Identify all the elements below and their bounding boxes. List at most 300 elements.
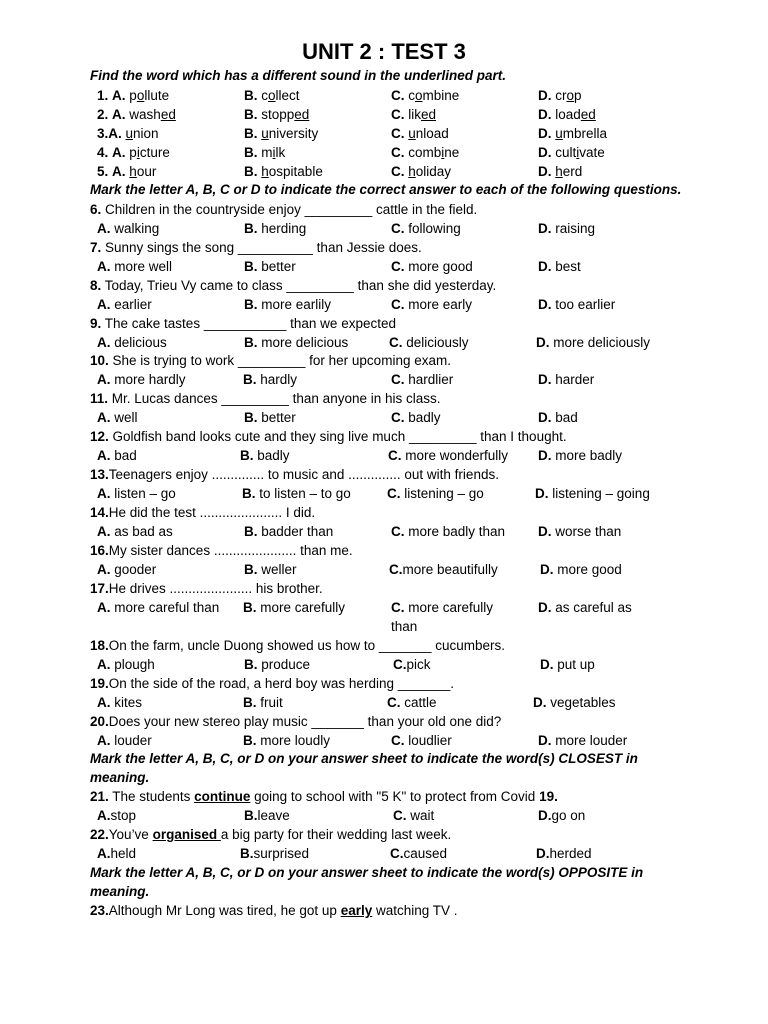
question-text: On the side of the road, a herd boy was herding _______. xyxy=(108,676,455,691)
option-c[interactable] xyxy=(391,219,461,238)
option-b[interactable] xyxy=(244,522,333,541)
option-letter: D. xyxy=(538,107,552,122)
question-text: going to school with "5 K" to protect from Covid xyxy=(250,789,540,804)
question-text: watching TV . xyxy=(372,903,458,918)
options-row xyxy=(0,655,768,674)
question-9 xyxy=(90,314,396,333)
option-a[interactable] xyxy=(97,370,186,389)
question-text: Although Mr Long was tired, he got up xyxy=(108,903,341,918)
option-c[interactable] xyxy=(389,333,469,352)
option-d[interactable] xyxy=(538,143,605,162)
option-text: badly xyxy=(404,410,441,425)
option-text: cr xyxy=(555,88,567,103)
option-a[interactable] xyxy=(97,731,152,750)
question-text: a big party for their wedding last week. xyxy=(220,827,452,842)
underlined-part: o xyxy=(415,88,423,103)
underlined-part: h xyxy=(129,164,137,179)
option-text: hardlier xyxy=(404,372,454,387)
option-a[interactable] xyxy=(97,257,172,276)
option-letter: D. xyxy=(538,733,552,748)
options-row xyxy=(0,295,768,314)
option-text: weller xyxy=(257,562,297,577)
option-letter: C. xyxy=(391,88,405,103)
option-d[interactable] xyxy=(540,655,595,674)
option-text: our xyxy=(136,164,157,179)
option-letter: D. xyxy=(540,562,554,577)
question-number: 8. xyxy=(90,278,102,293)
option-text: more carefully than xyxy=(391,600,494,634)
question-text: He did the test ...................... I did. xyxy=(108,505,316,520)
question-number: 6. xyxy=(90,202,102,217)
question-17 xyxy=(90,579,323,598)
underlined-part: u xyxy=(408,126,416,141)
question-text: On the farm, uncle Duong showed us how to _______ cucumbers. xyxy=(108,638,506,653)
option-text: more deliciously xyxy=(549,335,651,350)
question-8 xyxy=(90,276,496,295)
option-letter: A. xyxy=(97,657,111,672)
question-23 xyxy=(90,901,458,920)
options-row xyxy=(0,693,768,712)
question-text: Does your new stereo play music _______ than your old one did? xyxy=(108,714,502,729)
question-row xyxy=(0,143,768,162)
question-13 xyxy=(90,465,499,484)
option-letter: B. xyxy=(243,695,257,710)
option-text: cture xyxy=(139,145,170,160)
option-text: llect xyxy=(275,88,300,103)
question-16 xyxy=(90,541,353,560)
option-c[interactable] xyxy=(388,446,508,465)
options-row xyxy=(0,844,768,863)
option-text: listening – go xyxy=(400,486,484,501)
options-row xyxy=(0,408,768,427)
underlined-part: h xyxy=(555,164,563,179)
option-text: fruit xyxy=(256,695,283,710)
question-row xyxy=(0,124,768,143)
options-row xyxy=(0,257,768,276)
option-letter: B. xyxy=(240,448,254,463)
question-text: Mr. Lucas dances _________ than anyone in his class. xyxy=(108,391,441,406)
option-letter: C. xyxy=(391,145,405,160)
option-text: vegetables xyxy=(546,695,616,710)
option-d[interactable] xyxy=(538,105,596,124)
option-a[interactable] xyxy=(97,295,152,314)
question-number: 12. xyxy=(90,429,109,444)
option-text: p xyxy=(129,145,137,160)
option-a[interactable] xyxy=(97,162,156,181)
option-d[interactable] xyxy=(538,446,622,465)
option-d[interactable] xyxy=(538,257,581,276)
option-letter: B. xyxy=(244,297,258,312)
option-text: comb xyxy=(408,145,442,160)
option-b[interactable] xyxy=(244,295,331,314)
option-text: bad xyxy=(110,448,137,463)
option-text: more carefully xyxy=(256,600,346,615)
options-row xyxy=(0,560,768,579)
option-a[interactable]: A.stop xyxy=(97,808,137,823)
option-text: more beautifully xyxy=(402,562,498,577)
option-text: more well xyxy=(110,259,173,274)
option-letter: A. xyxy=(97,221,111,236)
option-text: mbine xyxy=(422,88,460,103)
option-c[interactable] xyxy=(391,143,459,162)
question-text: He drives ...................... his brother. xyxy=(108,581,323,596)
question-number: 4. xyxy=(97,145,109,160)
question-number: 22. xyxy=(90,827,109,842)
option-a[interactable] xyxy=(97,219,159,238)
option-a[interactable] xyxy=(97,408,138,427)
question-11 xyxy=(90,389,441,408)
page-title: UNIT 2 : TEST 3 xyxy=(302,39,466,64)
option-text: more careful than xyxy=(110,600,220,615)
option-b[interactable] xyxy=(240,446,290,465)
question-text: My sister dances ...................... than me. xyxy=(108,543,353,558)
question-21 xyxy=(90,787,558,806)
option-text: harder xyxy=(551,372,595,387)
question-row xyxy=(0,105,768,124)
option-letter: B. xyxy=(244,524,258,539)
question-18 xyxy=(90,636,505,655)
option-letter: B. xyxy=(244,107,258,122)
option-c[interactable] xyxy=(391,295,472,314)
option-c[interactable] xyxy=(391,124,449,143)
option-text: more louder xyxy=(551,733,628,748)
option-text: vate xyxy=(579,145,605,160)
option-d[interactable] xyxy=(538,522,621,541)
section3-instruction-line1: Mark the letter A, B, C, or D on your answer sheet to indicate the word(s) CLOSEST in xyxy=(90,751,638,766)
option-text: hardly xyxy=(256,372,298,387)
question-text: She is trying to work _________ for her upcoming exam. xyxy=(108,353,451,368)
option-c[interactable] xyxy=(389,560,498,579)
option-letter: A. xyxy=(97,448,111,463)
option-text: as bad as xyxy=(110,524,173,539)
option-text: pick xyxy=(406,657,431,672)
options-row xyxy=(0,806,768,825)
option-d[interactable] xyxy=(540,560,622,579)
option-text: gooder xyxy=(110,562,157,577)
question-10 xyxy=(90,351,451,370)
option-letter: A. xyxy=(108,126,122,141)
option-text: kites xyxy=(110,695,143,710)
option-text: louder xyxy=(110,733,152,748)
underlined-part: h xyxy=(408,164,416,179)
option-letter: D. xyxy=(533,695,547,710)
section4-instruction-line1: Mark the letter A, B, C, or D on your answer sheet to indicate the word(s) OPPOSITE in xyxy=(90,865,644,880)
option-letter: D. xyxy=(535,486,549,501)
option-a[interactable] xyxy=(97,522,173,541)
option-letter: D. xyxy=(538,164,552,179)
underlined-part: o xyxy=(268,88,276,103)
question-row xyxy=(0,86,768,105)
keyword: organised xyxy=(152,827,221,842)
option-b[interactable] xyxy=(244,219,306,238)
underlined-part: h xyxy=(261,164,269,179)
options-row xyxy=(0,598,768,634)
question-text: You’ve xyxy=(108,827,153,842)
question-number: 10. xyxy=(90,353,109,368)
option-text: earlier xyxy=(110,297,152,312)
option-letter: C. xyxy=(391,524,405,539)
option-a[interactable] xyxy=(97,124,159,143)
question-7 xyxy=(90,238,422,257)
option-letter: C. xyxy=(388,448,402,463)
option-text: raising xyxy=(551,221,596,236)
question-text: 19. xyxy=(539,789,558,804)
option-d[interactable] xyxy=(533,693,616,712)
option-letter: A. xyxy=(97,600,111,615)
question-number: 14. xyxy=(90,505,109,520)
option-letter: B. xyxy=(244,657,258,672)
option-c[interactable] xyxy=(391,105,436,124)
option-text: herding xyxy=(257,221,307,236)
question-number: 23. xyxy=(90,903,109,918)
option-text: more badly than xyxy=(404,524,506,539)
question-text: Children in the countryside enjoy _________ cattle in the field. xyxy=(101,202,478,217)
option-b[interactable] xyxy=(244,143,285,162)
option-c[interactable] xyxy=(391,162,451,181)
option-letter: A. xyxy=(97,562,111,577)
option-b[interactable] xyxy=(244,655,310,674)
option-text: c xyxy=(261,88,269,103)
option-letter: D. xyxy=(538,448,552,463)
question-text: Today, Trieu Vy came to class _________ than she did yesterday. xyxy=(101,278,497,293)
question-text: The students xyxy=(108,789,195,804)
option-a[interactable] xyxy=(97,693,142,712)
option-c[interactable]: C. wait xyxy=(393,808,435,823)
option-c[interactable] xyxy=(391,370,453,389)
option-c[interactable] xyxy=(393,655,431,674)
keyword: continue xyxy=(194,789,251,804)
question-number: 2. xyxy=(97,107,109,122)
option-text: m xyxy=(261,145,273,160)
option-b[interactable] xyxy=(244,333,348,352)
options-row xyxy=(0,370,768,389)
question-number: 7. xyxy=(90,240,102,255)
option-c[interactable] xyxy=(387,484,484,503)
option-letter: D. xyxy=(538,600,552,615)
option-letter: A. xyxy=(97,335,111,350)
underlined-part: i xyxy=(136,145,140,160)
options-row xyxy=(0,446,768,465)
option-text: more wonderfully xyxy=(401,448,509,463)
option-letter: C. xyxy=(391,221,405,236)
option-text: load xyxy=(555,107,581,122)
option-letter: B. xyxy=(243,733,257,748)
section4-instruction-line2: meaning. xyxy=(90,884,150,899)
option-a[interactable] xyxy=(97,598,219,617)
option-c[interactable] xyxy=(387,693,437,712)
option-text: delicious xyxy=(110,335,167,350)
option-b[interactable] xyxy=(243,598,345,617)
option-letter: A. xyxy=(112,164,126,179)
option-letter: B. xyxy=(244,410,258,425)
option-c[interactable]: C.caused xyxy=(390,846,448,861)
option-letter: D. xyxy=(536,335,550,350)
question-19 xyxy=(90,674,454,693)
option-letter: A. xyxy=(112,88,126,103)
option-letter: A. xyxy=(97,410,111,425)
option-a[interactable] xyxy=(97,105,176,124)
question-row xyxy=(0,162,768,181)
option-letter: C. xyxy=(391,297,405,312)
option-letter: C. xyxy=(391,259,405,274)
option-letter: D. xyxy=(538,259,552,274)
option-letter: C. xyxy=(391,733,405,748)
option-d[interactable] xyxy=(538,408,578,427)
option-text: lik xyxy=(408,107,422,122)
option-letter: D. xyxy=(538,221,552,236)
option-text: better xyxy=(257,259,296,274)
section2-instruction: Mark the letter A, B, C or D to indicate the correct answer to each of the following questions. xyxy=(90,182,682,197)
option-d[interactable] xyxy=(538,598,632,617)
option-letter: C. xyxy=(387,695,401,710)
option-text: listening – going xyxy=(548,486,650,501)
option-c[interactable] xyxy=(391,257,473,276)
underlined-part: i xyxy=(272,145,276,160)
question-20 xyxy=(90,712,501,731)
question-number: 11. xyxy=(90,391,109,406)
option-text: lk xyxy=(275,145,286,160)
option-text: produce xyxy=(257,657,311,672)
option-d[interactable] xyxy=(538,86,582,105)
option-letter: D. xyxy=(538,88,552,103)
underlined-part: ed xyxy=(580,107,596,122)
option-d[interactable] xyxy=(536,333,650,352)
option-text: niversity xyxy=(268,126,319,141)
option-b[interactable] xyxy=(243,731,330,750)
option-d[interactable] xyxy=(538,295,615,314)
option-letter: A. xyxy=(112,107,126,122)
option-letter: B. xyxy=(244,164,258,179)
option-text: more hardly xyxy=(110,372,186,387)
option-d[interactable] xyxy=(538,219,595,238)
option-a[interactable] xyxy=(97,484,176,503)
option-d[interactable] xyxy=(538,731,627,750)
option-a[interactable] xyxy=(97,86,169,105)
option-a[interactable] xyxy=(97,143,170,162)
option-text: to listen – to go xyxy=(255,486,351,501)
option-d[interactable]: D.go on xyxy=(538,808,586,823)
option-text: more early xyxy=(404,297,473,312)
option-a[interactable]: A.held xyxy=(97,846,137,861)
options-row xyxy=(0,333,768,352)
question-number: 1. xyxy=(97,88,109,103)
option-text: ne xyxy=(444,145,460,160)
question-number: 21. xyxy=(90,789,109,804)
option-letter: D. xyxy=(538,297,552,312)
question-text: Goldfish band looks cute and they sing live much _________ than I thought. xyxy=(108,429,567,444)
option-text: nion xyxy=(133,126,159,141)
option-b[interactable] xyxy=(244,105,309,124)
option-text: more earlily xyxy=(257,297,332,312)
option-c[interactable] xyxy=(391,522,505,541)
option-b[interactable] xyxy=(244,162,323,181)
options-row xyxy=(0,484,768,503)
option-c[interactable] xyxy=(391,86,459,105)
option-letter: B. xyxy=(242,486,256,501)
option-text: put up xyxy=(553,657,595,672)
option-a[interactable] xyxy=(97,446,137,465)
option-letter: B. xyxy=(244,221,258,236)
option-d[interactable] xyxy=(538,162,582,181)
option-b[interactable]: B.surprised xyxy=(240,846,310,861)
question-6 xyxy=(90,200,477,219)
underlined-part: o xyxy=(136,88,145,103)
option-text: c xyxy=(408,88,416,103)
option-text: cult xyxy=(555,145,577,160)
option-letter: A. xyxy=(112,145,126,160)
option-letter: D. xyxy=(538,126,552,141)
option-d[interactable] xyxy=(538,124,607,143)
option-letter: A. xyxy=(97,297,111,312)
question-14 xyxy=(90,503,315,522)
underlined-part: ed xyxy=(421,107,437,122)
option-letter: A. xyxy=(97,695,111,710)
option-d[interactable] xyxy=(538,370,594,389)
option-b[interactable] xyxy=(244,560,297,579)
option-a[interactable] xyxy=(97,655,155,674)
option-b[interactable] xyxy=(244,408,296,427)
question-12 xyxy=(90,427,567,446)
option-letter: A. xyxy=(97,524,111,539)
question-number: 5. xyxy=(97,164,109,179)
option-letter: B. xyxy=(244,335,258,350)
option-d[interactable] xyxy=(535,484,650,503)
option-text: badder than xyxy=(257,524,334,539)
question-number: 9. xyxy=(90,316,102,331)
option-b[interactable] xyxy=(243,370,297,389)
option-letter: D. xyxy=(540,657,554,672)
option-letter: D. xyxy=(538,410,552,425)
option-text: badly xyxy=(253,448,290,463)
option-a[interactable] xyxy=(97,560,156,579)
underlined-part: o xyxy=(566,88,575,103)
option-text: more loudly xyxy=(256,733,331,748)
option-b[interactable] xyxy=(244,86,300,105)
question-number: 3. xyxy=(97,126,109,141)
option-text: ospitable xyxy=(268,164,323,179)
option-b[interactable] xyxy=(242,484,351,503)
option-letter: A. xyxy=(97,372,111,387)
option-text: better xyxy=(257,410,296,425)
option-text: best xyxy=(551,259,581,274)
option-text: walking xyxy=(110,221,160,236)
option-b[interactable] xyxy=(244,124,318,143)
option-letter: C. xyxy=(391,126,405,141)
option-letter: A. xyxy=(97,486,111,501)
option-text: deliciously xyxy=(402,335,469,350)
option-a[interactable] xyxy=(97,333,167,352)
underlined-part: u xyxy=(555,126,563,141)
underlined-part: ed xyxy=(294,107,310,122)
option-d[interactable]: D.herded xyxy=(536,846,592,861)
option-c[interactable] xyxy=(391,408,441,427)
option-text: well xyxy=(110,410,138,425)
option-c[interactable] xyxy=(391,731,452,750)
option-c[interactable] xyxy=(391,598,511,636)
option-b[interactable] xyxy=(243,693,283,712)
option-text: listen – go xyxy=(110,486,176,501)
option-letter: C. xyxy=(391,410,405,425)
option-b[interactable]: B.leave xyxy=(244,808,290,823)
option-letter: D. xyxy=(538,372,552,387)
section3-instruction-line2: meaning. xyxy=(90,770,150,785)
option-text: nload xyxy=(415,126,449,141)
option-letter: C. xyxy=(391,600,405,615)
keyword: early xyxy=(340,903,373,918)
question-number: 19. xyxy=(90,676,109,691)
option-b[interactable] xyxy=(244,257,296,276)
option-text: loudlier xyxy=(404,733,452,748)
